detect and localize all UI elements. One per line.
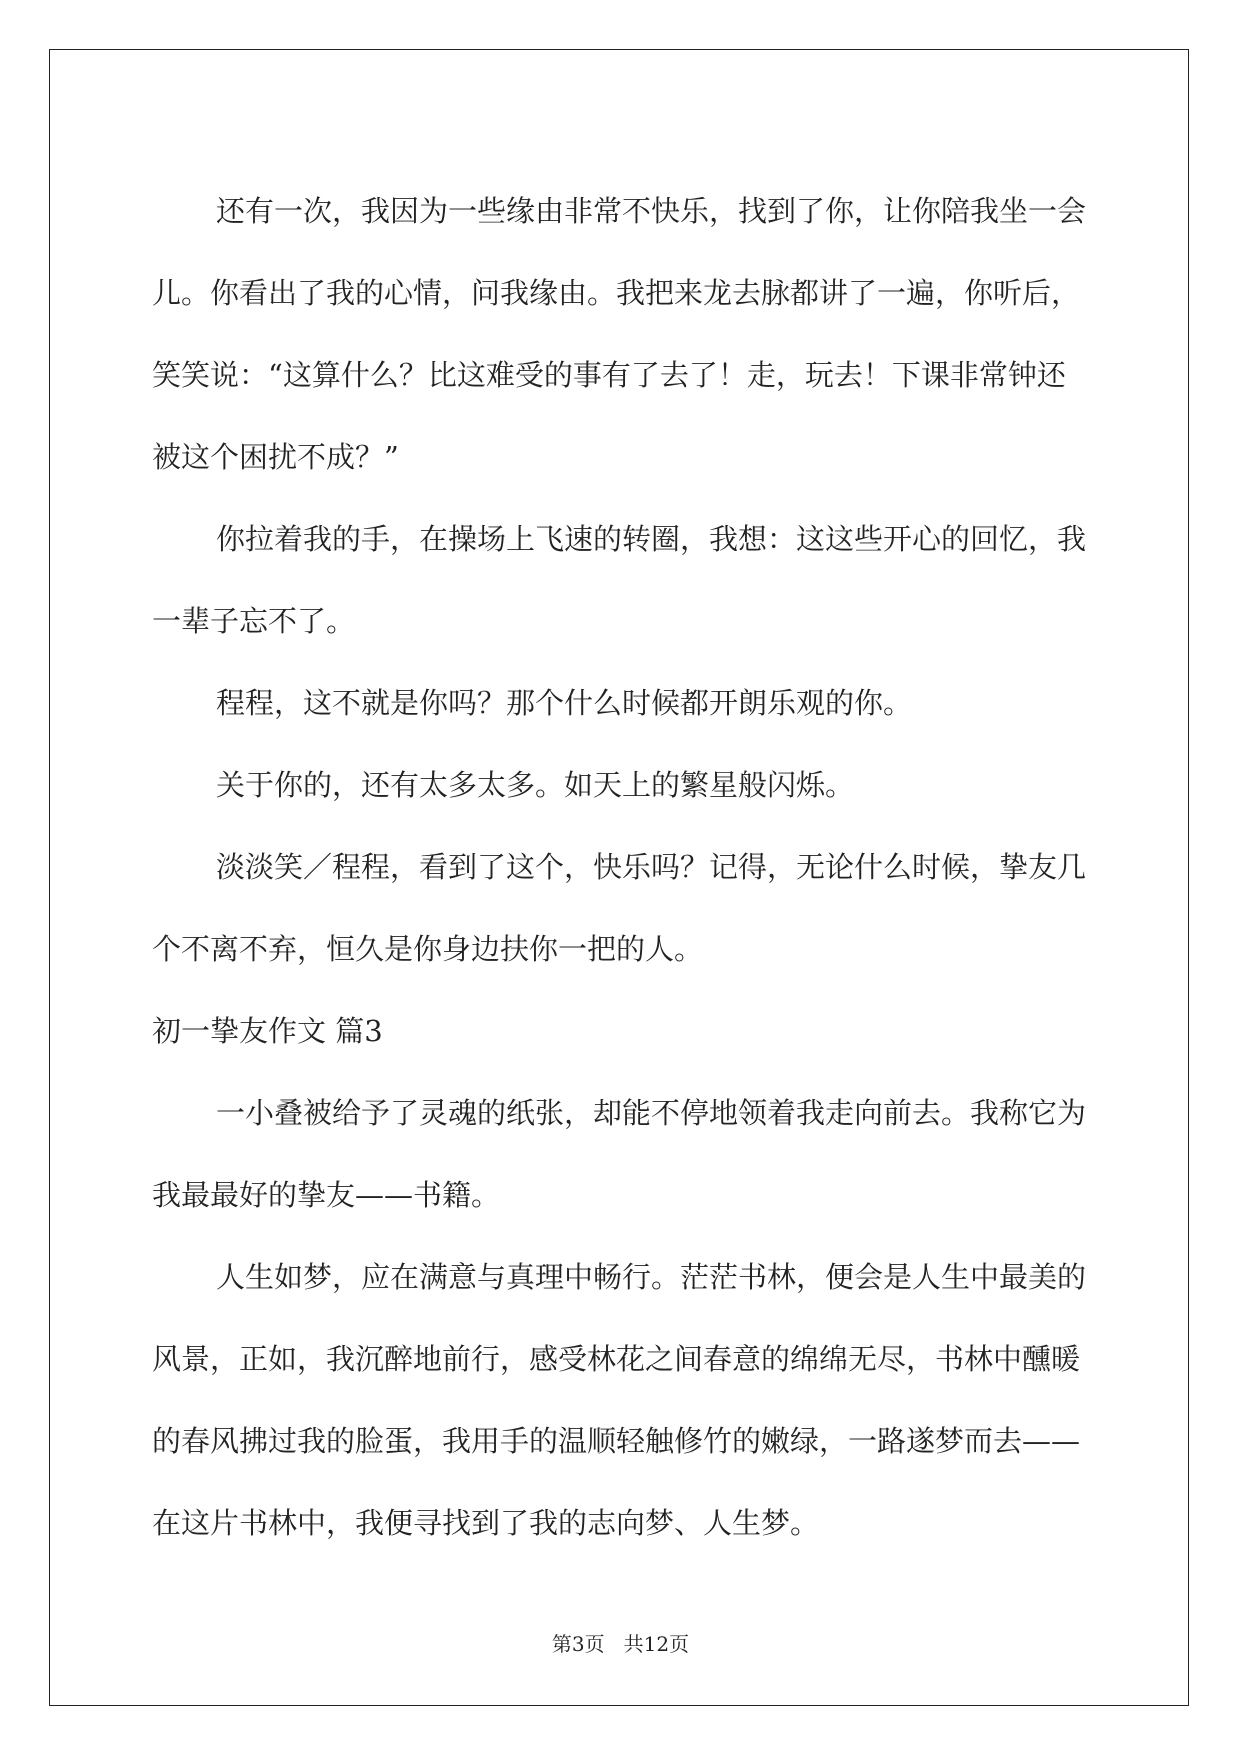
paragraph-5: 淡淡笑／程程，看到了这个，快乐吗？记得，无论什么时候，挚友几个不离不弃，恒久是你身边扶你一把的人。: [152, 850, 1087, 966]
paragraph-7: 人生如梦，应在满意与真理中畅行。茫茫书林，便会是人生中最美的风景，正如，我沉醉地前行，感受林花之间春意的绵绵无尽，书林中醺暖的春风拂过我的脸蛋，我用手的温顺轻触修竹的嫩绿，一路遂梦而去——在这片书林中，我便寻找到了我的志向梦、人生梦。: [152, 1260, 1087, 1540]
document-body: [152, 170, 1092, 1564]
paragraph-6: 一小叠被给予了灵魂的纸张，却能不停地领着我走向前去。我称它为我最最好的挚友——书籍。: [152, 1096, 1087, 1212]
section-heading: 初一挚友作文 篇3: [152, 1014, 383, 1048]
paragraph-3: 程程，这不就是你吗？那个什么时候都开朗乐观的你。: [216, 686, 913, 720]
paragraph-2: 你拉着我的手，在操场上飞速的转圈，我想：这这些开心的回忆，我一辈子忘不了。: [152, 522, 1087, 638]
page-number-footer: 第3页 共12页: [551, 1632, 690, 1656]
paragraph-1: 还有一次，我因为一些缘由非常不快乐，找到了你，让你陪我坐一会儿。你看出了我的心情，问我缘由。我把来龙去脉都讲了一遍，你听后，笑笑说：“这算什么？比这难受的事有了去了！走，玩去！下课非常钟还被这个困扰不成？”: [152, 194, 1087, 474]
paragraph-4: 关于你的，还有太多太多。如天上的繁星般闪烁。: [216, 768, 855, 802]
